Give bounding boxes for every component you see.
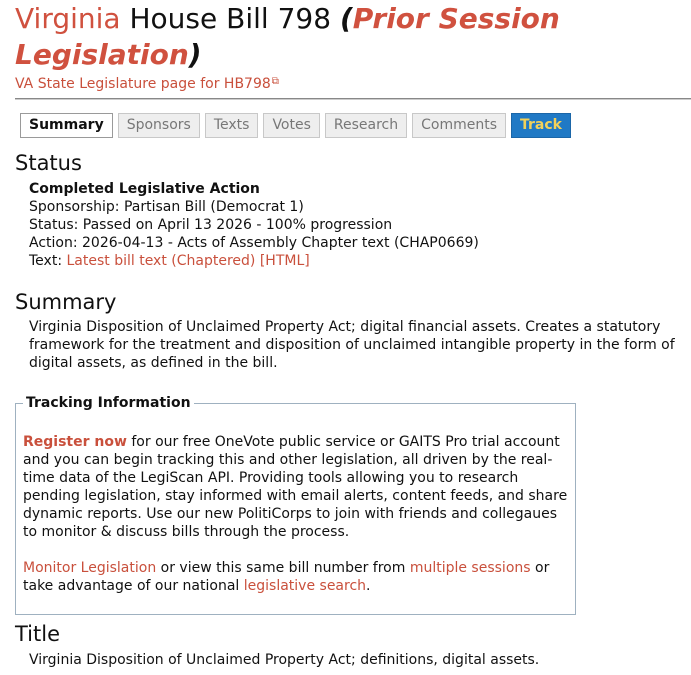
latest-bill-text-link[interactable]: Latest bill text (Chaptered) [HTML] xyxy=(66,253,310,269)
tracking-text-2b: or take advantage of our national xyxy=(23,560,550,594)
tracking-body xyxy=(23,433,571,595)
tab-texts[interactable]: Texts xyxy=(205,113,259,138)
tracking-text-2c: . xyxy=(366,578,371,594)
multiple-sessions-link[interactable]: multiple sessions xyxy=(409,560,531,576)
paren-close: ) xyxy=(188,38,202,71)
sponsorship: Sponsorship: Partisan Bill (Democrat 1) xyxy=(29,199,304,215)
bill-tabs xyxy=(20,113,571,138)
text-label: Text: xyxy=(29,253,67,269)
tracking-paragraph-2 xyxy=(23,559,571,595)
status-line: Status: Passed on April 13 2026 - 100% progression xyxy=(29,217,393,233)
register-now-link[interactable]: Register now xyxy=(23,434,127,450)
title-body: Virginia Disposition of Unclaimed Property Act; definitions, digital assets. xyxy=(29,652,540,668)
state-legislature-link-text: VA State Legislature page for HB798 xyxy=(15,76,271,92)
status-block xyxy=(29,180,479,270)
track-button[interactable]: Track xyxy=(511,113,571,138)
bill-name: House Bill 798 xyxy=(129,2,332,35)
tracking-information-box xyxy=(15,395,576,615)
tab-comments[interactable]: Comments xyxy=(412,113,506,138)
tab-sponsors[interactable]: Sponsors xyxy=(118,113,200,138)
external-link-icon: ⧉ xyxy=(271,76,279,87)
tracking-text-1: for our free OneVote public service or GAITS Pro trial account and you can begin tracking this and other legislation, all driven by the real-time data of the LegiScan API. Providing tools allowing you to research pending legislation, stay informed with email alerts, content feeds, and share dynamic reports. Use our new PolitiCorps to join with friends and collegaues to monitor & discuss bills through the process. xyxy=(23,434,568,540)
paren-open: ( xyxy=(339,2,353,35)
tab-research[interactable]: Research xyxy=(325,113,407,138)
status-heading: Status xyxy=(15,151,82,175)
paragraph-gap xyxy=(23,541,571,559)
bill-page xyxy=(15,0,691,668)
page-title xyxy=(15,0,691,73)
tracking-legend: Tracking Information xyxy=(23,394,194,412)
monitor-legislation-link[interactable]: Monitor Legislation xyxy=(23,560,157,576)
header-divider xyxy=(15,98,691,100)
tracking-text-2a: or view this same bill number from xyxy=(156,560,410,576)
tab-summary[interactable]: Summary xyxy=(20,113,113,138)
summary-body: Virginia Disposition of Unclaimed Property Act; digital financial assets. Creates a statutory framework for the treatment and disposition of unclaimed intangible property in the form of digital assets, as defined in the bill. xyxy=(29,319,675,371)
state-legislature-link[interactable] xyxy=(15,76,279,92)
title-heading: Title xyxy=(15,622,61,646)
tracking-paragraph-1 xyxy=(23,433,571,541)
text-line xyxy=(29,252,479,270)
completed-action: Completed Legislative Action xyxy=(29,181,260,197)
state-name: Virginia xyxy=(15,2,121,35)
prior-session-label: Prior Session Legislation xyxy=(15,2,560,71)
action-line: Action: 2026-04-13 - Acts of Assembly Chapter text (CHAP0669) xyxy=(29,235,479,251)
legislative-search-link[interactable]: legislative search xyxy=(243,578,367,594)
summary-heading: Summary xyxy=(15,290,117,314)
tab-votes[interactable]: Votes xyxy=(263,113,319,138)
